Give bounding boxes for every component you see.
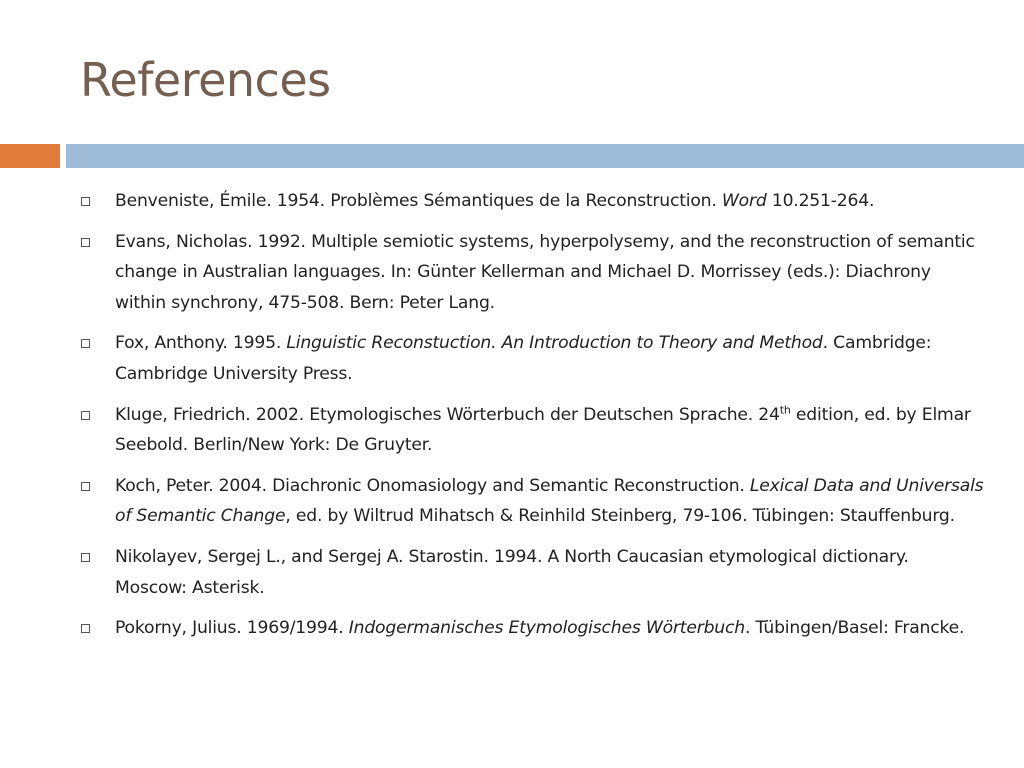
square-bullet-icon bbox=[81, 238, 90, 247]
reference-italic-title: Word bbox=[721, 191, 767, 211]
square-bullet-icon bbox=[81, 197, 90, 206]
reference-text: . Cambridge: Cambridge University Press. bbox=[115, 333, 932, 384]
reference-text: 10.251-264. bbox=[766, 191, 875, 211]
reference-text: Koch, Peter. 2004. Diachronic Onomasiology and Semantic Reconstruction. bbox=[115, 475, 750, 496]
square-bullet-icon bbox=[81, 411, 90, 420]
reference-italic-title: Lexical Data and Universals of Semantic Change bbox=[115, 475, 984, 527]
reference-item bbox=[80, 227, 985, 319]
reference-text: Kluge, Friedrich. 2002. Etymologisches Wörterbuch der Deutschen Sprache. 24 bbox=[115, 404, 780, 425]
reference-item bbox=[80, 471, 985, 532]
reference-text: edition, ed. by Elmar Seebold. Berlin/New York: De Gruyter. bbox=[115, 404, 971, 456]
reference-list bbox=[80, 186, 985, 654]
reference-item bbox=[80, 542, 985, 603]
reference-text: . Tübingen/Basel: Francke. bbox=[744, 618, 965, 639]
reference-text: Nikolayev, Sergej L., and Sergej A. Starostin. 1994. A North Caucasian etymological dictionary. Moscow: Asterisk. bbox=[115, 546, 909, 598]
accent-bar-orange bbox=[0, 144, 60, 168]
reference-text: , ed. by Wiltrud Mihatsch & Reinhild Steinberg, 79-106. Tübingen: Stauffenburg. bbox=[285, 506, 955, 527]
square-bullet-icon bbox=[81, 339, 90, 348]
reference-italic-title: Linguistic Reconstuction. An Introduction to Theory and Method bbox=[286, 333, 823, 354]
accent-bar-blue bbox=[66, 144, 1024, 168]
reference-item bbox=[80, 613, 985, 644]
superscript-text: th bbox=[779, 402, 791, 416]
reference-text: Fox, Anthony. 1995. bbox=[115, 333, 287, 354]
reference-item bbox=[80, 328, 985, 389]
slide-title: References bbox=[80, 53, 331, 107]
reference-item bbox=[80, 186, 985, 217]
reference-text: Evans, Nicholas. 1992. Multiple semiotic systems, hyperpolysemy, and the reconstruction of semantic change in Australian languages. In: Günter Kellerman and Michael D. Morrissey (eds.): Diachrony within synchrony, 475-508. Bern: Peter Lang. bbox=[115, 231, 975, 313]
reference-italic-title: Indogermanisches Etymologisches Wörterbuch bbox=[348, 618, 745, 639]
square-bullet-icon bbox=[81, 482, 90, 491]
square-bullet-icon bbox=[81, 624, 90, 633]
square-bullet-icon bbox=[81, 553, 90, 562]
reference-text: Benveniste, Émile. 1954. Problèmes Sémantiques de la Reconstruction. bbox=[115, 191, 722, 211]
reference-item bbox=[80, 400, 985, 461]
reference-text: Pokorny, Julius. 1969/1994. bbox=[115, 618, 349, 639]
